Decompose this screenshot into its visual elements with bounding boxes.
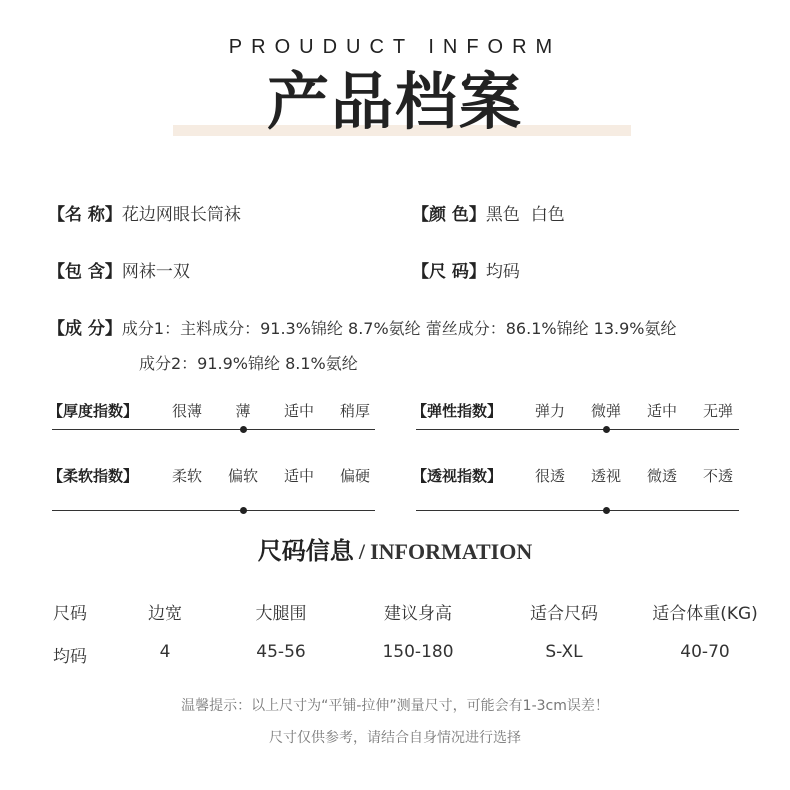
info-color xyxy=(412,200,565,225)
index-title: 【厚度指数】 xyxy=(48,402,139,420)
info-size-label: 【尺 码】 xyxy=(412,262,486,282)
info-name-label: 【名 称】 xyxy=(48,205,122,225)
index-option: 偏硬 xyxy=(339,467,370,485)
index-marker-dot xyxy=(603,426,610,433)
index-option: 弹力 xyxy=(534,402,565,420)
index-marker-dot xyxy=(240,507,247,514)
size-table-header: 适合体重(KG) xyxy=(652,604,758,624)
index-title: 【弹性指数】 xyxy=(412,402,503,420)
size-table-header: 建议身高 xyxy=(384,604,452,624)
size-section-title-en: INFORMATION xyxy=(370,539,533,564)
index-scale-line xyxy=(416,510,739,511)
info-package xyxy=(48,257,190,282)
size-section-title-zh: 尺码信息 xyxy=(257,536,354,565)
index-option: 稍厚 xyxy=(339,402,370,420)
index-option: 很薄 xyxy=(171,402,202,420)
size-section-title xyxy=(0,531,790,566)
size-table-cell: 4 xyxy=(159,642,171,662)
index-title: 【柔软指数】 xyxy=(48,467,139,485)
index-marker-dot xyxy=(240,426,247,433)
index-scale-line xyxy=(52,510,375,511)
index-title: 【透视指数】 xyxy=(412,467,503,485)
size-table-cell: 45-56 xyxy=(256,642,306,662)
size-table-cell: 150-180 xyxy=(382,642,454,662)
index-option: 薄 xyxy=(235,402,251,420)
index-option: 适中 xyxy=(283,402,314,420)
index-option: 柔软 xyxy=(171,467,202,485)
size-table-cell: 均码 xyxy=(53,647,87,667)
index-option: 很透 xyxy=(534,467,565,485)
info-package-label: 【包 含】 xyxy=(48,262,122,282)
tip-note: 温馨提示：以上尺寸为“平铺-拉伸”测量尺寸，可能会有1-3cm误差！ xyxy=(181,698,609,714)
index-option: 偏软 xyxy=(227,467,258,485)
info-size xyxy=(412,257,520,282)
index-marker-dot xyxy=(603,507,610,514)
info-material xyxy=(48,314,677,339)
index-scale-line xyxy=(52,429,375,430)
size-section-title-sep: / xyxy=(358,539,365,564)
index-option: 适中 xyxy=(283,467,314,485)
index-option: 适中 xyxy=(646,402,677,420)
size-table-header: 尺码 xyxy=(53,604,87,624)
size-table-cell: 40-70 xyxy=(680,642,730,662)
index-option: 微透 xyxy=(646,467,677,485)
info-name xyxy=(48,200,241,225)
info-material-label: 【成 分】 xyxy=(48,319,122,339)
index-scale-line xyxy=(416,429,739,430)
size-table-header: 适合尺码 xyxy=(530,604,598,624)
index-option: 不透 xyxy=(702,467,733,485)
info-package-value: 网袜一双 xyxy=(121,262,190,282)
index-option: 透视 xyxy=(590,467,621,485)
size-table-cell: S-XL xyxy=(545,642,583,662)
index-option: 无弹 xyxy=(702,402,733,420)
size-table-header: 边宽 xyxy=(148,604,182,624)
info-color-label: 【颜 色】 xyxy=(412,205,486,225)
size-table-header: 大腿围 xyxy=(255,604,307,624)
page-title: 产品档案 xyxy=(266,65,523,138)
info-size-value: 均码 xyxy=(485,262,520,282)
info-name-value: 花边网眼长筒袜 xyxy=(121,205,241,225)
info-color-value: 黑色 白色 xyxy=(485,205,565,225)
index-option: 微弹 xyxy=(590,402,621,420)
header-english-title: PROUDUCT INFORM xyxy=(228,36,562,58)
info-material-line1: 成分1：主料成分：91.3%锦纶 8.7%氨纶 蕾丝成分：86.1%锦纶 13.9%氨纶 xyxy=(121,319,677,338)
reference-note: 尺寸仅供参考，请结合自身情况进行选择 xyxy=(269,730,521,746)
info-material-line2: 成分2：91.9%锦纶 8.1%氨纶 xyxy=(139,354,358,373)
